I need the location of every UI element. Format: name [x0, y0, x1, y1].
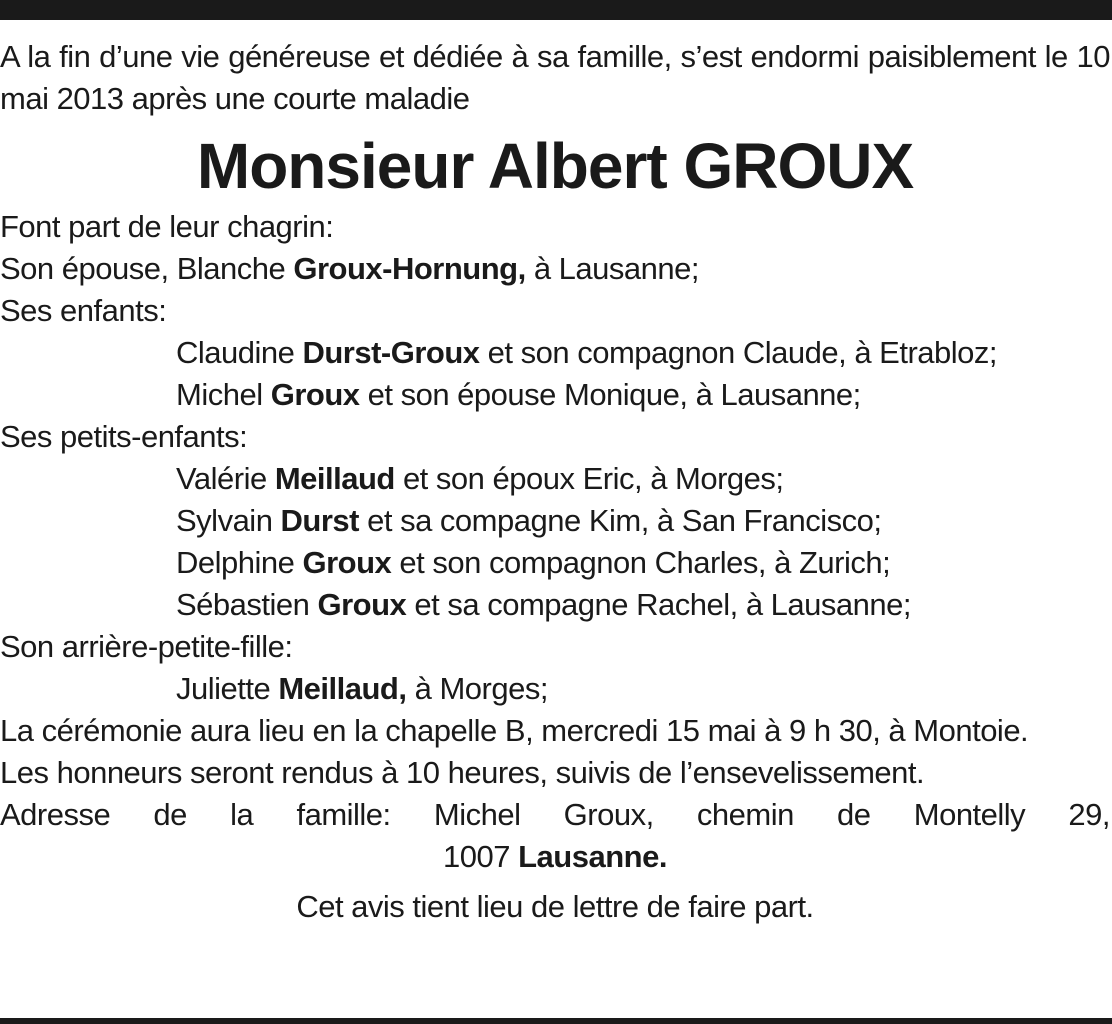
- child-surname: Groux: [270, 377, 360, 412]
- bottom-rule: [0, 1018, 1112, 1024]
- honours-text: Les honneurs seront rendus à 10 heures, suivis de l’ensevelissement.: [0, 755, 925, 790]
- spouse-surname: Groux-Hornung,: [293, 251, 526, 286]
- intro-text: A la fin d’une vie généreuse et dédiée à sa famille, s’est endormi paisiblement le 10 mai 2013 après une courte maladie: [0, 39, 1110, 116]
- top-rule: [0, 0, 1112, 20]
- address-city: Lausanne.: [518, 839, 667, 874]
- grandchild-surname: Meillaud: [274, 461, 395, 496]
- obituary-notice: [0, 36, 1110, 928]
- grandchild-line: [0, 584, 1110, 626]
- grandchild-first: Delphine: [176, 545, 303, 580]
- child-line: [0, 374, 1110, 416]
- grandchild-surname: Groux: [302, 545, 392, 580]
- great-grandchild-surname: Meillaud,: [278, 671, 407, 706]
- address-postcode: 1007: [443, 839, 519, 874]
- child-first: Claudine: [176, 335, 303, 370]
- spouse-suffix: à Lausanne;: [525, 251, 699, 286]
- grandchild-rest: et sa compagne Kim, à San Francisco;: [359, 503, 882, 538]
- grandchild-rest: et son époux Eric, à Morges;: [394, 461, 784, 496]
- child-first: Michel: [176, 377, 271, 412]
- grandchild-first: Valérie: [176, 461, 275, 496]
- deceased-name: Monsieur Albert GROUX: [196, 130, 914, 202]
- grandchild-line: [0, 542, 1110, 584]
- child-rest: et son compagnon Claude, à Etrabloz;: [479, 335, 998, 370]
- grandchild-first: Sylvain: [176, 503, 281, 538]
- great-grandchild-line: [0, 668, 1110, 710]
- font-part-line: Font part de leur chagrin:: [0, 209, 334, 244]
- grandchild-surname: Durst: [280, 503, 359, 538]
- footer-note: Cet avis tient lieu de lettre de faire part.: [296, 889, 814, 924]
- spouse-prefix: Son épouse, Blanche: [0, 251, 294, 286]
- children-label: Ses enfants:: [0, 293, 167, 328]
- ceremony-text: La cérémonie aura lieu en la chapelle B, mercredi 15 mai à 9 h 30, à Montoie.: [0, 713, 1029, 748]
- child-line: [0, 332, 1110, 374]
- grandchild-rest: et sa compagne Rachel, à Lausanne;: [406, 587, 911, 622]
- grandchild-line: [0, 500, 1110, 542]
- grandchild-first: Sébastien: [176, 587, 318, 622]
- great-grandchild-rest: à Morges;: [406, 671, 548, 706]
- grandchild-rest: et son compagnon Charles, à Zurich;: [391, 545, 891, 580]
- address-line: Adresse de la famille: Michel Groux, chemin de Montelly 29,: [0, 797, 1110, 832]
- grandchild-surname: Groux: [317, 587, 407, 622]
- spouse-line: [0, 248, 1110, 290]
- grandchild-line: [0, 458, 1110, 500]
- address-city-line: [0, 836, 1110, 878]
- child-surname: Durst-Groux: [302, 335, 480, 370]
- grandchildren-label: Ses petits-enfants:: [0, 419, 248, 454]
- great-grandchild-label: Son arrière-petite-fille:: [0, 629, 293, 664]
- child-rest: et son épouse Monique, à Lausanne;: [359, 377, 861, 412]
- great-grandchild-first: Juliette: [176, 671, 279, 706]
